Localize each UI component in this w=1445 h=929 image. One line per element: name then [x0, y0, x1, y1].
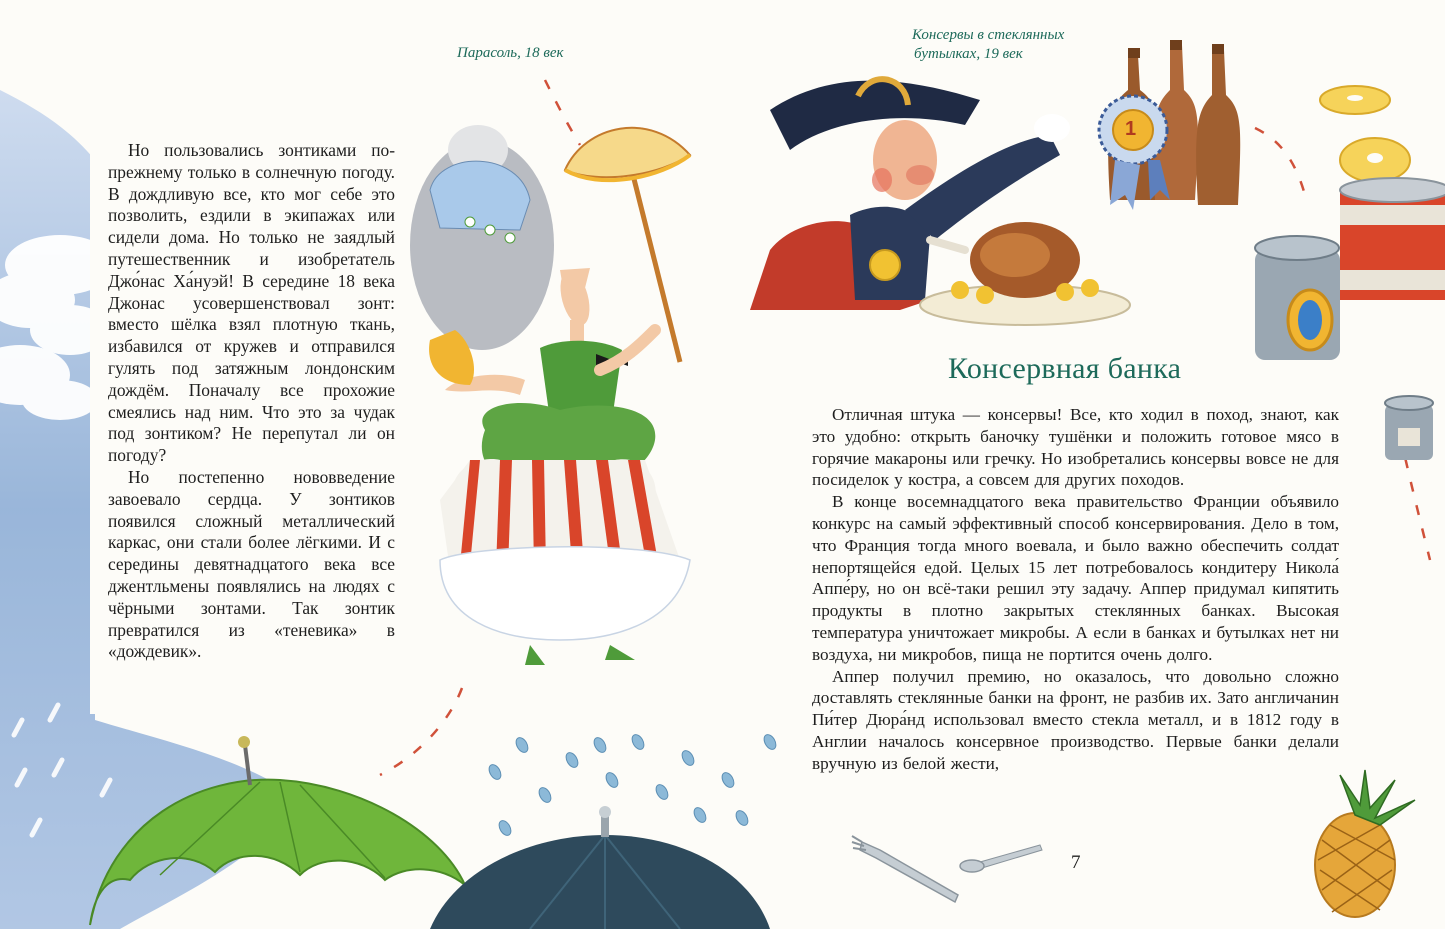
paragraph: Но постепенно нововведение завоевало сердца. У зонтиков появился сложный металлический каркас, они стали более лёгкими. И с середины девятнадцатого века все джентльмены появлялись на людях с чёрными зонтами. Так зонтик превратился из «теневика» в «дождевик». [108, 466, 395, 662]
dark-umbrella [430, 806, 770, 929]
pineapple [1315, 770, 1415, 917]
small-tin [1385, 396, 1433, 460]
paragraph: В конце восемнадцатого века правительство Франции объявило конкурс на самый эффективный способ консервирования. Дело в том, что Франция тогда много воевала, и было важно обеспечить солдат непортящейся едой. Целых 15 лет потребовалось кондитеру Никола́ Аппе́ру, но он всё-таки решил эту задачу. Аппер придумал кипятить продукты в плотно закрытых стеклянных банках. Высокая температура уничтожает микробы. А если в банках и бутылках нет ни воздуха, ни микробов, пища не портится очень долго. [812, 492, 1339, 664]
paragraph: Но пользовались зонтиками по-прежнему только в солнечную погоду. В дождливую все, кто мог себе это позволить, ездили в экипажах или сидели дома. Но только не заядлый путешественник и изобретатель Джо́нас Ха́нуэй! В середине 18 века Джонас усовершенствовал зонт: вместо шёлка взял плотную ткань, избавился от кружев и отправился гулять под затяжным лондонским дождём. Поначалу все прохожие смеялись над ним. Что это за чудак под зонтиком? Не перепутал ли он погоду? [108, 140, 396, 466]
napoleon-figure [750, 79, 1130, 325]
pineapple-rings [1320, 86, 1410, 182]
page-number: 7 [1071, 852, 1081, 873]
parasol-caption: Парасоль, 18 век [457, 45, 564, 61]
right-text-block [812, 404, 1339, 775]
medal-number: 1 [1125, 118, 1137, 140]
canned-bottles-caption [912, 26, 1064, 64]
tin-can-red [1340, 178, 1445, 300]
fork-and-spoon [852, 836, 1042, 902]
caption-line-2: бутылках, 19 век [914, 46, 1023, 62]
section-heading: Консервная банка [948, 352, 1182, 385]
tin-can-grey [1255, 236, 1340, 360]
paragraph: Отличная штука — консервы! Все, кто ходил в поход, знают, как это удобно: открыть баночку тушёнки и положить готовое мясо в горячие макароны или гречку. Но изобретались консервы вовсе не для посиделок у костра, а совсем для других походов. [812, 405, 1339, 490]
lady-with-parasol [410, 125, 690, 665]
left-text-block [90, 120, 408, 714]
caption-line-1: Консервы в стеклянных [912, 27, 1065, 43]
paragraph: Аппер получил премию, но оказалось, что довольно сложно доставлять стеклянные банки на фронт, не разбив их. Зато англичанин Пи́тер Дюра́нд использовал вместо стекла металл, и в 1812 году в Англии началось консервное производство. Первые банки делали вручную из белой жести, [812, 666, 1339, 773]
raindrops [487, 733, 779, 838]
